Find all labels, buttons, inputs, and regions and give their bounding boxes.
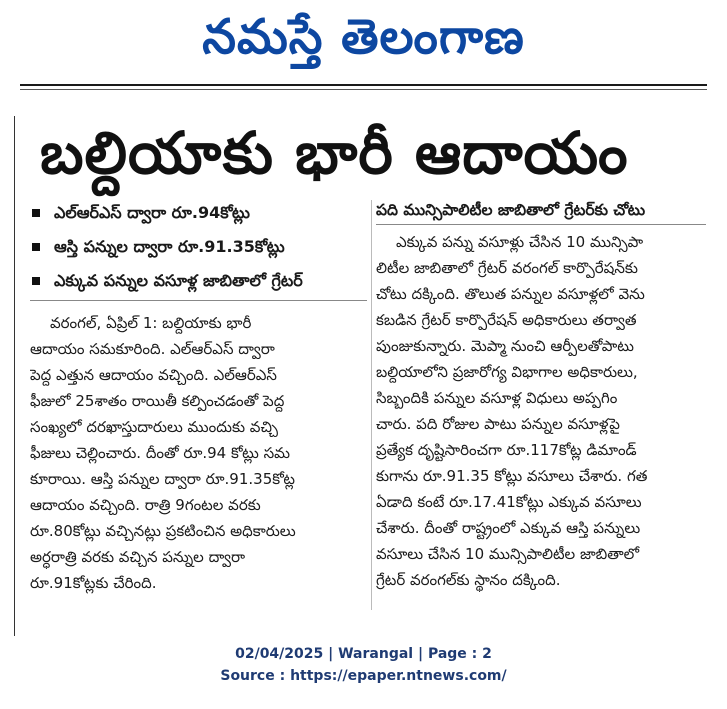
body-line: సంఖ్యలో దరఖాస్తుదారులు ముందుకు వచ్చి	[30, 418, 278, 436]
footer-source: Source : https://epaper.ntnews.com/	[220, 668, 507, 684]
body-line: ఫీజులో 25శాతం రాయితీ కల్పించడంతో పెద్ద	[30, 392, 285, 410]
body-line: చోటు దక్కింది. తొలుత పన్నుల వసూళ్లలో వెను	[376, 285, 645, 303]
bullet-text: ఎల్ఆర్ఎస్ ద్వారా రూ.94కోట్లు	[54, 203, 250, 222]
bullet-text: ఆస్తి పన్నుల ద్వారా రూ.91.35కోట్లు	[54, 237, 285, 256]
body-line: లిటీల జాబితాలో గ్రేటర్ వరంగల్ కార్పొరేషన్‌కు	[376, 259, 638, 277]
body-line: ఫీజులు చెల్లించారు. దీంతో రూ.94 కోట్లు సమ	[30, 444, 291, 462]
body-line: ఏడాది కంటే రూ.17.41కోట్లు ఎక్కువ వసూలు	[376, 493, 642, 511]
body-line: కుగాను రూ.91.35 కోట్లు వసూలు చేశారు. గత	[376, 467, 648, 485]
body-line: కబడిన గ్రేటర్ కార్పొరేషన్ అధికారులు తర్వాత	[376, 311, 637, 329]
body-line: చారు. పది రోజుల పాటు పన్నుల వసూళ్లపై	[376, 415, 620, 433]
article-headline: బల్దియాకు భారీ ఆదాయం	[40, 119, 629, 187]
column-separator	[371, 200, 372, 610]
bullets-divider	[30, 300, 367, 301]
body-line: బల్దియాలోని ప్రజారోగ్య విభాగాల అధికారులు,	[376, 363, 638, 381]
body-line: రూ.91కోట్లకు చేరింది.	[30, 574, 157, 592]
body-line: గ్రేటర్ వరంగల్‌కు స్థానం దక్కింది.	[376, 571, 561, 589]
highlight-bullet	[30, 264, 367, 298]
body-line: అర్ధరాత్రి వరకు వచ్చిన పన్నుల ద్వారా	[30, 548, 246, 566]
newspaper-masthead: నమస్తే తెలంగాణ	[202, 9, 525, 65]
bullet-text: ఎక్కువ పన్నుల వసూళ్ల జాబితాలో గ్రేటర్	[54, 271, 303, 290]
body-line: చేశారు. దీంతో రాష్ట్రంలో ఎక్కువ ఆస్తి పన్నులు	[376, 519, 641, 537]
body-line: ఆదాయం వచ్చింది. రాత్రి 9గంటల వరకు	[30, 496, 261, 514]
body-line: సిబ్బందికి పన్నుల వసూళ్ల విధులు అప్పగిం	[376, 389, 618, 407]
right-body-text	[376, 229, 706, 593]
subheading-rule	[376, 224, 706, 225]
clip-border	[14, 116, 15, 636]
bullet-square-icon	[32, 277, 40, 285]
highlight-bullets	[30, 196, 367, 298]
body-line: ఆదాయం సమకూరింది. ఎల్ఆర్ఎస్ ద్వారా	[30, 340, 275, 358]
masthead-rule	[20, 84, 707, 86]
body-line: వసూలు చేసిన 10 మున్సిపాలిటీల జాబితాలో	[376, 545, 640, 563]
highlight-bullet	[30, 230, 367, 264]
body-line: వరంగల్, ఏప్రిల్ 1: బల్దియాకు భారీ	[50, 314, 252, 332]
masthead-rule-thin	[20, 89, 707, 90]
body-line: పుంజుకున్నారు. మెప్మా నుంచి ఆర్పీలతోపాటు	[376, 337, 634, 355]
footer-date-edition: 02/04/2025 | Warangal | Page : 2	[235, 646, 492, 662]
left-body-text	[30, 310, 367, 596]
bullet-square-icon	[32, 243, 40, 251]
right-subheading: పది మున్సిపాలిటీల జాబితాలో గ్రేటర్‌కు చోటు	[376, 201, 646, 219]
body-line: ప్రత్యేక దృష్టిసారించగా రూ.117కోట్ల డిమాండ్	[376, 441, 637, 459]
body-line: పెద్ద ఎత్తున ఆదాయం వచ్చింది. ఎల్ఆర్ఎస్	[30, 366, 277, 384]
highlight-bullet	[30, 196, 367, 230]
body-line: కూరాయి. ఆస్తి పన్నుల ద్వారా రూ.91.35కోట్ల	[30, 470, 295, 488]
bullet-square-icon	[32, 209, 40, 217]
right-column	[376, 196, 706, 593]
body-line: రూ.80కోట్లు వచ్చినట్లు ప్రకటించిన అధికారులు	[30, 522, 296, 540]
body-line: ఎక్కువ పన్ను వసూళ్లు చేసిన 10 మున్సిపా	[396, 233, 644, 251]
left-column	[30, 196, 367, 298]
